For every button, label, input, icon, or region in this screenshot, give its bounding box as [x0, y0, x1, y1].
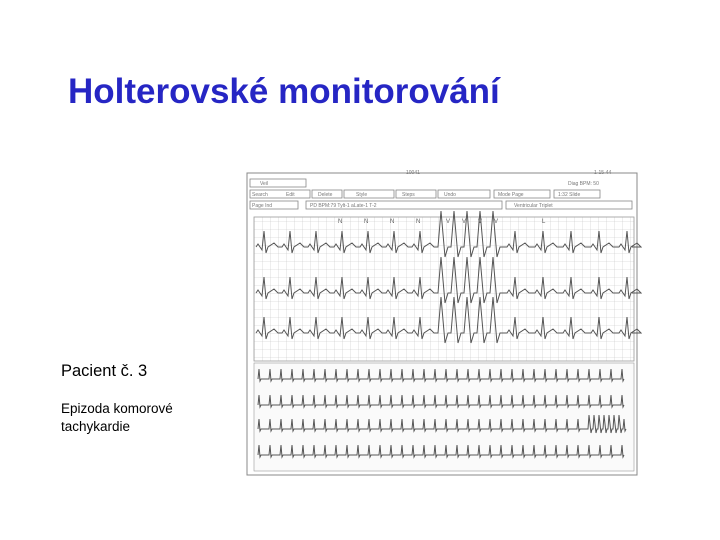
- svg-text:Page Ind: Page Ind: [252, 203, 273, 209]
- svg-text:Mode Page: Mode Page: [498, 192, 524, 198]
- svg-text:PD BPM:79 Tylt-1 aLate-1 T-2: PD BPM:79 Tylt-1 aLate-1 T-2: [310, 203, 377, 209]
- episode-caption: Epizoda komorové tachykardie: [61, 401, 173, 434]
- slide-title: Holterovské monitorování: [68, 72, 500, 111]
- svg-text:Edit: Edit: [286, 192, 295, 198]
- ecg-printout-graphic: [246, 165, 642, 477]
- svg-text:1-15-44: 1-15-44: [594, 170, 612, 176]
- svg-text:Style: Style: [356, 192, 368, 198]
- svg-text:10041: 10041: [406, 170, 420, 176]
- holter-ecg-image: [246, 165, 642, 477]
- svg-text:1:32 Slide: 1:32 Slide: [558, 192, 581, 198]
- svg-text:Undo: Undo: [444, 192, 456, 198]
- svg-text:Search: Search: [252, 192, 268, 198]
- svg-text:Steps: Steps: [402, 192, 415, 198]
- svg-text:Ventricular Triplet: Ventricular Triplet: [514, 203, 553, 209]
- svg-text:Diag BPM: 50: Diag BPM: 50: [568, 181, 599, 187]
- svg-text:Delete: Delete: [318, 192, 333, 198]
- svg-text:Veil: Veil: [260, 181, 269, 187]
- patient-label: Pacient č. 3: [61, 362, 148, 380]
